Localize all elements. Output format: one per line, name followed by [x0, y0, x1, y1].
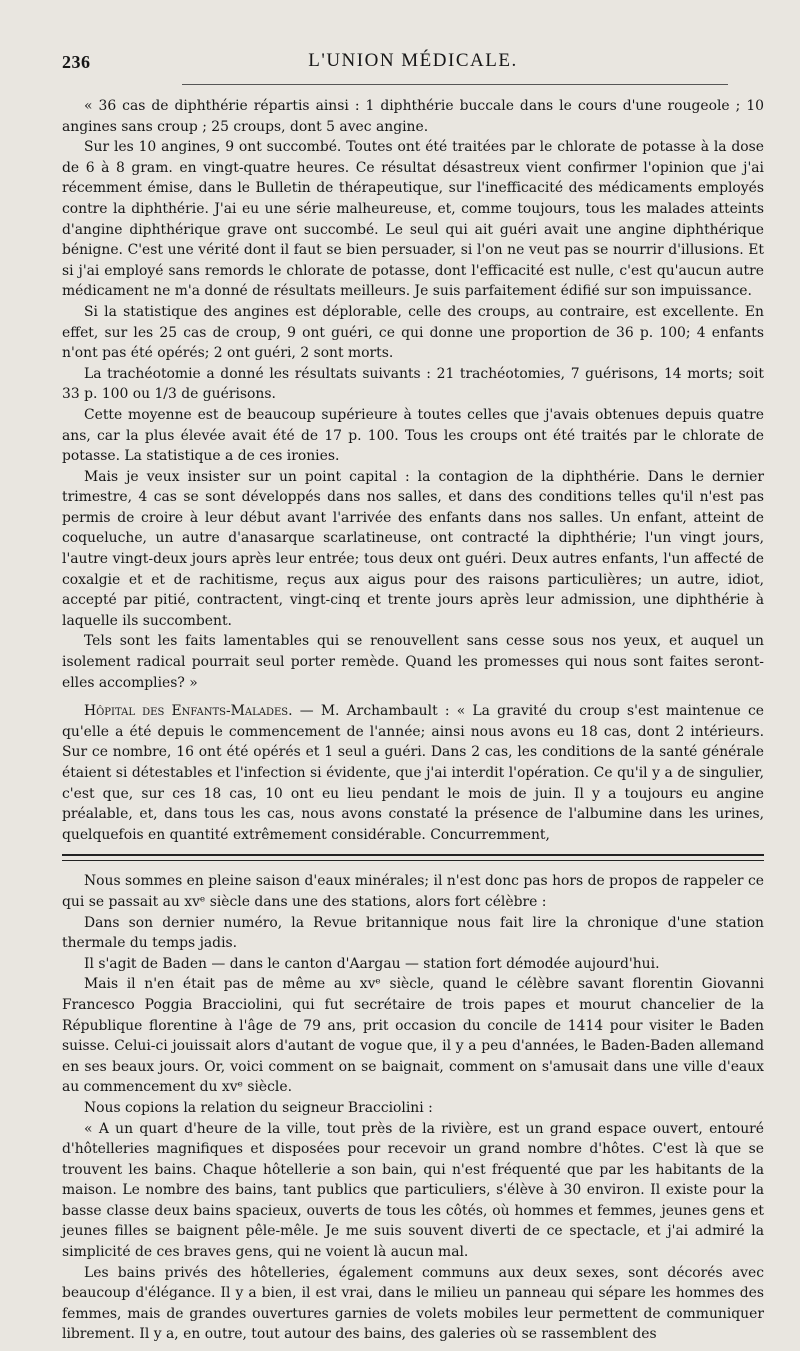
journal-title: L'UNION MÉDICALE.	[308, 50, 518, 71]
paragraph: Mais je veux insister sur un point capital : la contagion de la diphthérie. Dans le dernier trimestre, 4 cas se sont développés dans nos salles, et dans des conditions telles qu'il n'est pas permis de croire à leur début avant l'arrivée des enfants dans nos salles. Un enfant, atteint de coqueluche, un autre d'anasarque scarlatineuse, ont contracté la diphthérie; l'un vingt jours, l'autre vingt-deux jours après leur entrée; tous deux ont guéri. Deux autres enfants, l'un affecté de coxalgie et et de rachitisme, reçus aux aigus pour des raisons particulières; un autre, idiot, accepté par pitié, contractent, vingt-cinq et trente jours après leur admission, une diphthérie à laquelle ils succombent.	[62, 468, 764, 629]
hospital-paragraph	[62, 701, 764, 845]
lower-article	[62, 871, 764, 1345]
paragraph: Nous sommes en pleine saison d'eaux minérales; il n'est donc pas hors de propos de rappeler ce qui se passait au xvᵉ siècle dans une des stations, alors fort célèbre :	[62, 873, 764, 910]
paragraph: Mais il n'en était pas de même au xvᵉ siècle, quand le célèbre savant florentin Giovanni Francesco Poggia Bracciolini, qui fut secrétaire de trois papes et mourut chancelier de la République florentine à l'âge de 79 ans, prit occasion du concile de 1414 pour visiter le Baden suisse. Celui-ci jouissait alors d'autant de vogue que, il y a peu d'années, le Baden-Baden allemand en ses beaux jours. Or, voici comment on se baignait, comment on s'amusait dans une ville d'eaux au commencement du xvᵉ siècle.	[62, 976, 764, 1096]
hospital-heading: Hôpital des Enfants-Malades.	[84, 703, 293, 720]
paragraph: La trachéotomie a donné les résultats suivants : 21 trachéotomies, 7 guérisons, 14 morts; soit 33 p. 100 ou 1/3 de guérisons.	[62, 365, 764, 403]
paragraph: « 36 cas de diphthérie répartis ainsi : 1 diphthérie buccale dans le cours d'une rougeole ; 10 angines sans croup ; 25 croups, dont 5 avec angine.	[62, 98, 764, 135]
running-head	[62, 44, 764, 78]
paragraph: Cette moyenne est de beaucoup supérieure à toutes celles que j'avais obtenues depuis quatre ans, car la plus élevée avait été de 17 p. 100. Tous les croups ont été traités par le chlorate de potasse. La statistique a de ces ironies.	[62, 406, 764, 465]
paragraph: Nous copions la relation du seigneur Bracciolini :	[84, 1099, 433, 1116]
page-number: 236	[62, 52, 91, 72]
header-rule	[182, 84, 728, 85]
paragraph: Il s'agit de Baden — dans le canton d'Aargau — station fort démodée aujourd'hui.	[84, 955, 660, 972]
paragraph: « A un quart d'heure de la ville, tout près de la rivière, est un grand espace ouvert, entouré d'hôtelleries magnifiques et disposées pour recevoir un grand nombre d'hôtes. C'est là que se trouvent les bains. Chaque hôtellerie a son bain, qui n'est fréquenté que par les habitants de la maison. Le nombre des bains, tant publics que particuliers, s'élève à 30 environ. Il existe pour la basse classe deux bains spacieux, ouverts de tous les côtés, où hommes et femmes, jeunes gens et jeunes filles se baignent pêle-mêle. Je me suis souvent diverti de ce spectacle, et j'ai admiré la simplicité de ces braves gens, qui ne voient là aucun mal.	[62, 1120, 764, 1261]
upper-article	[62, 96, 764, 845]
paragraph: Dans son dernier numéro, la Revue britannique nous fait lire la chronique d'une station thermale du temps jadis.	[62, 914, 764, 952]
section-gap	[62, 693, 764, 701]
hospital-text: — M. Archambault : « La gravité du croup s'est maintenue ce qu'elle a été depuis le commencement de l'année; ainsi nous avons eu 18 cas, dont 2 intérieurs. Sur ce nombre, 16 ont été opérés et 1 seul a guéri. Dans 2 cas, les conditions de la santé générale étaient si détestables et l'infection si évidente, que j'ai interdit l'opération. Ce qu'il y a de singulier, c'est que, sur ces 18 cas, 10 ont eu lieu pendant le mois de juin. Il y a toujours eu angine préalable, et, dans tous les cas, nous avons constaté la présence de l'albumine dans les urines, quelquefois en quantité extrêmement considérable. Concurremment,	[62, 703, 764, 843]
paragraph: Tels sont les faits lamentables qui se renouvellent sans cesse sous nos yeux, et auquel un isolement radical pourrait seul porter remède. Quand les promesses qui nous sont faites seront-elles accomplies? »	[62, 633, 764, 691]
paragraph: Les bains privés des hôtelleries, également communs aux deux sexes, sont décorés avec beaucoup d'élégance. Il y a bien, il est vrai, dans le milieu un panneau qui sépare les hommes des femmes, mais de grandes ouvertures garnies de volets mobiles leur permettent de communiquer librement. Il y a, en outre, tout autour des bains, des galeries où se rassemblent des	[62, 1264, 764, 1343]
paragraph: Sur les 10 angines, 9 ont succombé. Toutes ont été traitées par le chlorate de potasse à la dose de 6 à 8 gram. en vingt-quatre heures. Ce résultat désastreux vient confirmer l'opinion que j'ai récemment émise, dans le Bulletin de thérapeutique, sur l'inefficacité des médicaments employés contre la diphthérie. J'ai eu une série malheureuse, et, comme toujours, tous les malades atteints d'angine diphthérique grave ont succombé. Le seul qui ait guéri avait une angine diphthérique bénigne. C'est une vérité dont il faut se bien persuader, si l'on ne veut pas se nourrir d'illusions. Et si j'ai employé sans remords le chlorate de potasse, dont l'efficacité est nulle, c'est qu'aucun autre médicament ne m'a donné de résultats meilleurs. Je suis parfaitement édifié sur son impuissance.	[62, 139, 764, 300]
feuilleton-separator	[62, 854, 764, 861]
paragraph: Si la statistique des angines est déplorable, celle des croups, au contraire, est excellente. En effet, sur les 25 cas de croup, 9 ont guéri, ce qui donne une proportion de 36 p. 100; 4 enfants n'ont pas été opérés; 2 ont guéri, 2 sont morts.	[62, 303, 764, 362]
